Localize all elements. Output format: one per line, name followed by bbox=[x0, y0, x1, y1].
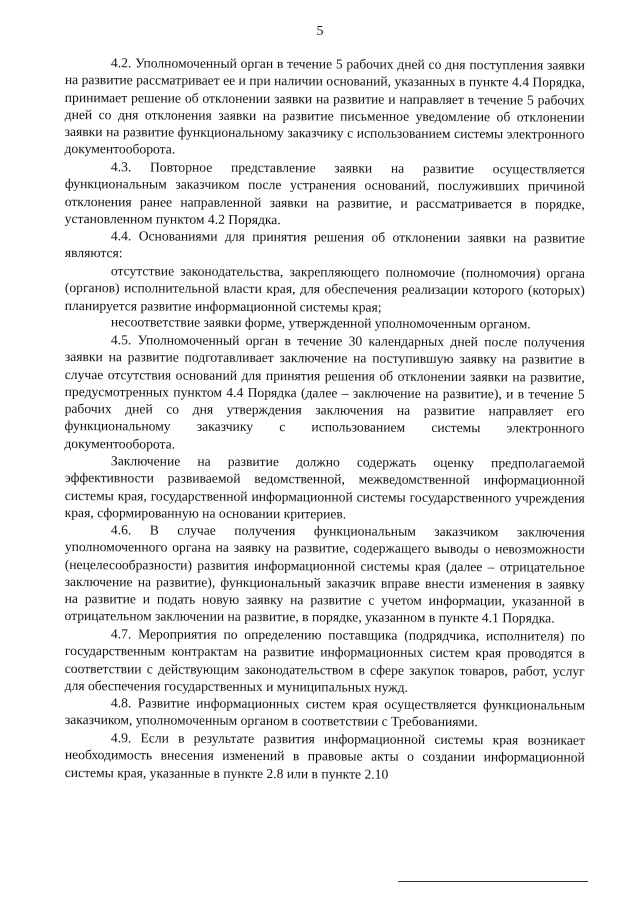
document-body bbox=[65, 54, 585, 780]
paragraph-4-2: 4.2. Уполномоченный орган в течение 5 рабочих дней со дня поступления заявки на развитие рассматривает ее и при наличии оснований, указанных в пункте 4.4 Порядка, принимает решение об отклонении заявки на развитие и направляет в течение 5 рабочих дней со дня отклонения заявки на развитие письменное уведомление об отклонении заявки на развитие функциональному заказчику с использованием системы электронного документооборота. bbox=[64, 55, 585, 158]
paragraph-4-6: 4.6. В случае получения функциональным заказчиком заключения уполномоченного органа на заявку на развитие, содержащего выводы о невозможности (нецелесообразности) развития информационной системы края (далее – отрицательное заключение на развитие), функциональный заказчик вправе внести изменения в заявку на развитие и подать новую заявку на развитие с учетом информации, указанной в отрицательном заключении на развитие, в порядке, указанном в пункте 4.1 Порядка. bbox=[64, 522, 585, 627]
paragraph-4-5: 4.5. Уполномоченный орган в течение 30 календарных дней после получения заявки на развитие подготавливает заключение на поступившую заявку на развитие в случае отсутствия оснований для принятия решения об отклонении заявки на развитие, предусмотренных пунктом 4.4 Порядка (далее – заключение на развитие), и в течение 5 рабочих дней со дня утверждения заключения на развитие направляет его функциональному заказчику с использованием системы электронного документооборота. bbox=[64, 331, 585, 452]
footer-rule bbox=[398, 881, 588, 882]
page-number: 5 bbox=[316, 24, 324, 39]
paragraph-4-4-item-2: несоответствие заявки форме, утвержденной уполномоченным органом. bbox=[110, 314, 531, 332]
paragraph-4-4: 4.4. Основаниями для принятия решения об отклонении заявки на развитие являются: bbox=[64, 228, 585, 261]
paragraph-4-3: 4.3. Повторное представление заявки на развитие осуществляется функциональным заказчиком после устранения оснований, послуживших причиной отклонения ранее направленной заявки на развитие, и рассматривается в порядке, установленном пунктом 4.2 Порядка. bbox=[64, 159, 585, 227]
paragraph-4-7: 4.7. Мероприятия по определению поставщика (подрядчика, исполнителя) по государственным контрактам на развитие информационных систем края проводятся в соответствии с действующим законодательством в сфере закупок товаров, работ, услуг для обеспечения государственных и муниципальных нужд. bbox=[64, 626, 585, 695]
paragraph-4-5-conclusion: Заключение на развитие должно содержать оценку предполагаемой эффективности развиваемой ведомственной, межведомственной информационной системы края, государственной информационной системы государственного учреждения края, сформированную на основании критериев. bbox=[64, 453, 585, 522]
paragraph-4-8: 4.8. Развитие информационных систем края осуществляется функциональным заказчиком, уполномоченным органом в соответствии с Требованиями. bbox=[64, 695, 585, 730]
paragraph-4-4-item-1: отсутствие законодательства, закрепляющего полномочие (полномочия) органа (органов) исполнительной власти края, для обеспечения реализации которого (которых) планируется развитие информационной системы края; bbox=[64, 262, 585, 314]
paragraph-4-9: 4.9. Если в результате развития информационной системы края возникает необходимость внесения изменений в правовые акты о создании информационной системы края, указанные в пункте 2.8 или в пункте 2.10 bbox=[64, 729, 585, 781]
